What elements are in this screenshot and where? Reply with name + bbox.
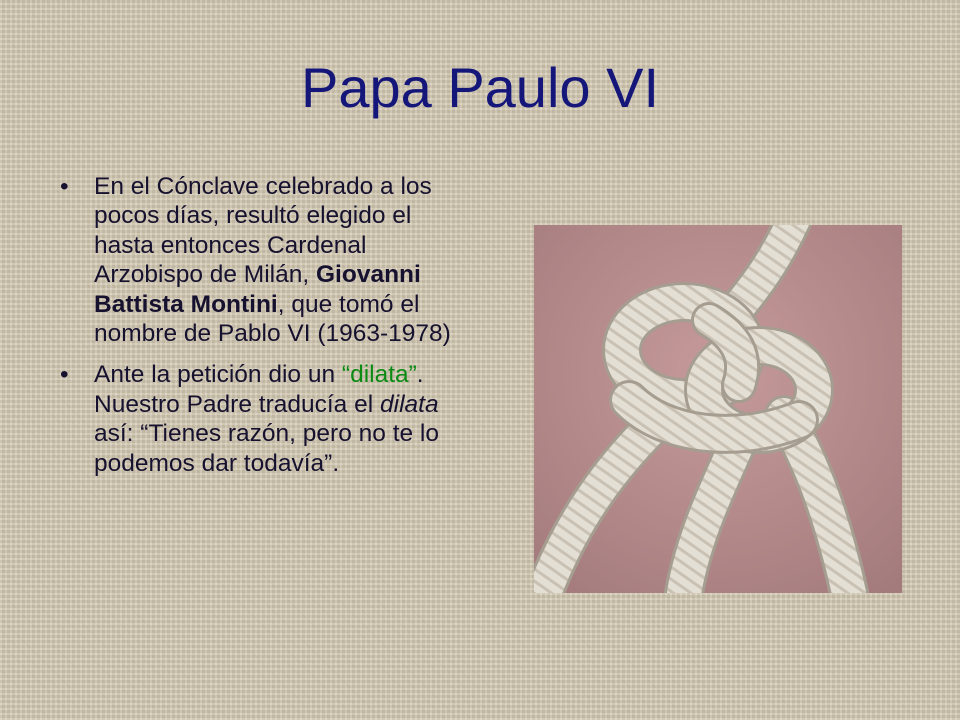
- bullet-text: así: “Tienes razón, pero no te lo podemos dar todavía”.: [94, 420, 439, 477]
- rope-knot-illustration: [534, 225, 902, 593]
- bullet-dilata: [58, 360, 478, 478]
- rope-knot-photo: [534, 225, 902, 593]
- bullet-text: . Nuestro Padre traducía el: [94, 361, 424, 418]
- bullet-green-word: “dilata”: [341, 361, 417, 389]
- bullet-text: En el Cónclave celebrado a los pocos días, resultó elegido el hasta entonces Cardenal Arzobispo de Milán,: [94, 173, 432, 289]
- slide-title: Papa Paulo VI: [300, 56, 660, 119]
- bullet-list: [58, 172, 478, 490]
- bullet-marker: •: [60, 361, 69, 389]
- bullet-text: Ante la petición dio un: [94, 361, 342, 389]
- bullet-conclave: [58, 172, 478, 348]
- bullet-bold-name: Giovanni Battista Montini: [94, 261, 421, 318]
- bullet-italic-word: dilata: [380, 390, 439, 418]
- bullet-text: , que tomó el nombre de Pablo VI (1963-1978): [94, 290, 451, 348]
- bullet-marker: •: [60, 173, 69, 200]
